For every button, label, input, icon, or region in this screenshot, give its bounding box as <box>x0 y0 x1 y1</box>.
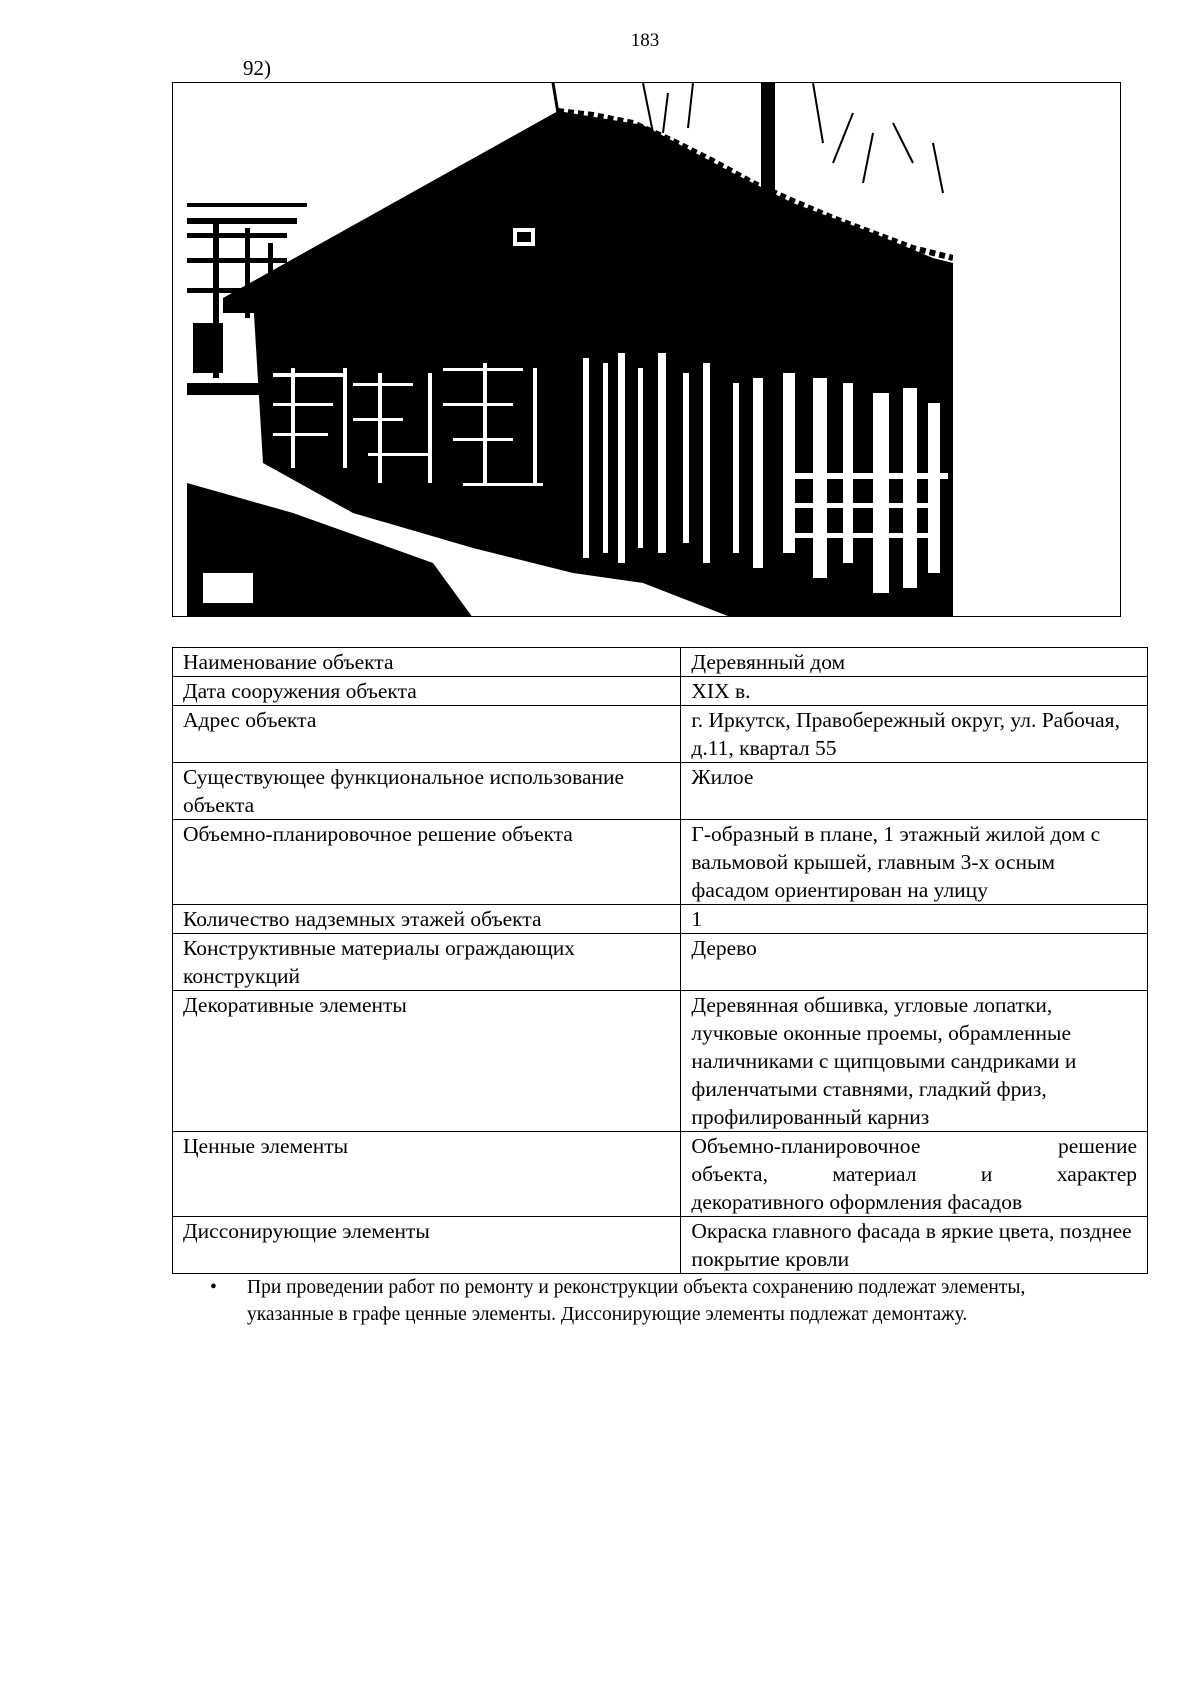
row-value: Окраска главного фасада в яркие цвета, позднее покрытие кровли <box>681 1217 1148 1274</box>
row-label: Наименование объекта <box>173 648 681 677</box>
row-value: Жилое <box>681 763 1148 820</box>
row-label: Количество надземных этажей объекта <box>173 905 681 934</box>
row-value: Деревянная обшивка, угловые лопатки, лучковые оконные проемы, обрамленные наличниками с щипцовыми сандриками и филенчатыми ставнями, гладкий фриз, профилированный карниз <box>681 991 1148 1132</box>
table-row <box>173 905 1148 934</box>
row-label: Конструктивные материалы ограждающих конструкций <box>173 934 681 991</box>
note-paragraph <box>210 1274 1080 1328</box>
table-row <box>173 677 1148 706</box>
row-value: Дерево <box>681 934 1148 991</box>
row-label: Диссонирующие элементы <box>173 1217 681 1274</box>
house-photo <box>172 82 1121 617</box>
row-label: Объемно-планировочное решение объекта <box>173 820 681 905</box>
table-row <box>173 820 1148 905</box>
row-label: Существующее функциональное использование объекта <box>173 763 681 820</box>
row-label: Ценные элементы <box>173 1132 681 1217</box>
item-number: 92) <box>243 56 271 80</box>
bullet-icon: • <box>210 1277 217 1298</box>
table-row <box>173 991 1148 1132</box>
row-label: Декоративные элементы <box>173 991 681 1132</box>
table-row <box>173 934 1148 991</box>
row-value: Г-образный в плане, 1 этажный жилой дом с вальмовой крышей, главным 3-х осным фасадом ориентирован на улицу <box>681 820 1148 905</box>
table-row <box>173 1132 1148 1217</box>
row-label: Дата сооружения объекта <box>173 677 681 706</box>
table-row <box>173 648 1148 677</box>
row-value: 1 <box>681 905 1148 934</box>
row-value: г. Иркутск, Правобережный округ, ул. Рабочая, д.11, квартал 55 <box>681 706 1148 763</box>
row-label: Адрес объекта <box>173 706 681 763</box>
object-info-table <box>172 647 1148 1274</box>
row-value: Деревянный дом <box>681 648 1148 677</box>
value-line: объекта, материал и характер <box>691 1162 1137 1186</box>
table-row <box>173 763 1148 820</box>
utility-pole <box>761 83 775 313</box>
table-row <box>173 1217 1148 1274</box>
table-row <box>173 706 1148 763</box>
note-text: При проведении работ по ремонту и реконструкции объекта сохранению подлежат элементы, указанные в графе ценные элементы. Диссонирующие элементы подлежат демонтажу. <box>247 1277 1026 1325</box>
value-line: Объемно-планировочное решение <box>691 1134 1137 1158</box>
row-value <box>681 1132 1148 1217</box>
row-value: XIX в. <box>681 677 1148 706</box>
value-line: декоративного оформления фасадов <box>691 1190 1023 1214</box>
page-number: 183 <box>630 30 660 51</box>
